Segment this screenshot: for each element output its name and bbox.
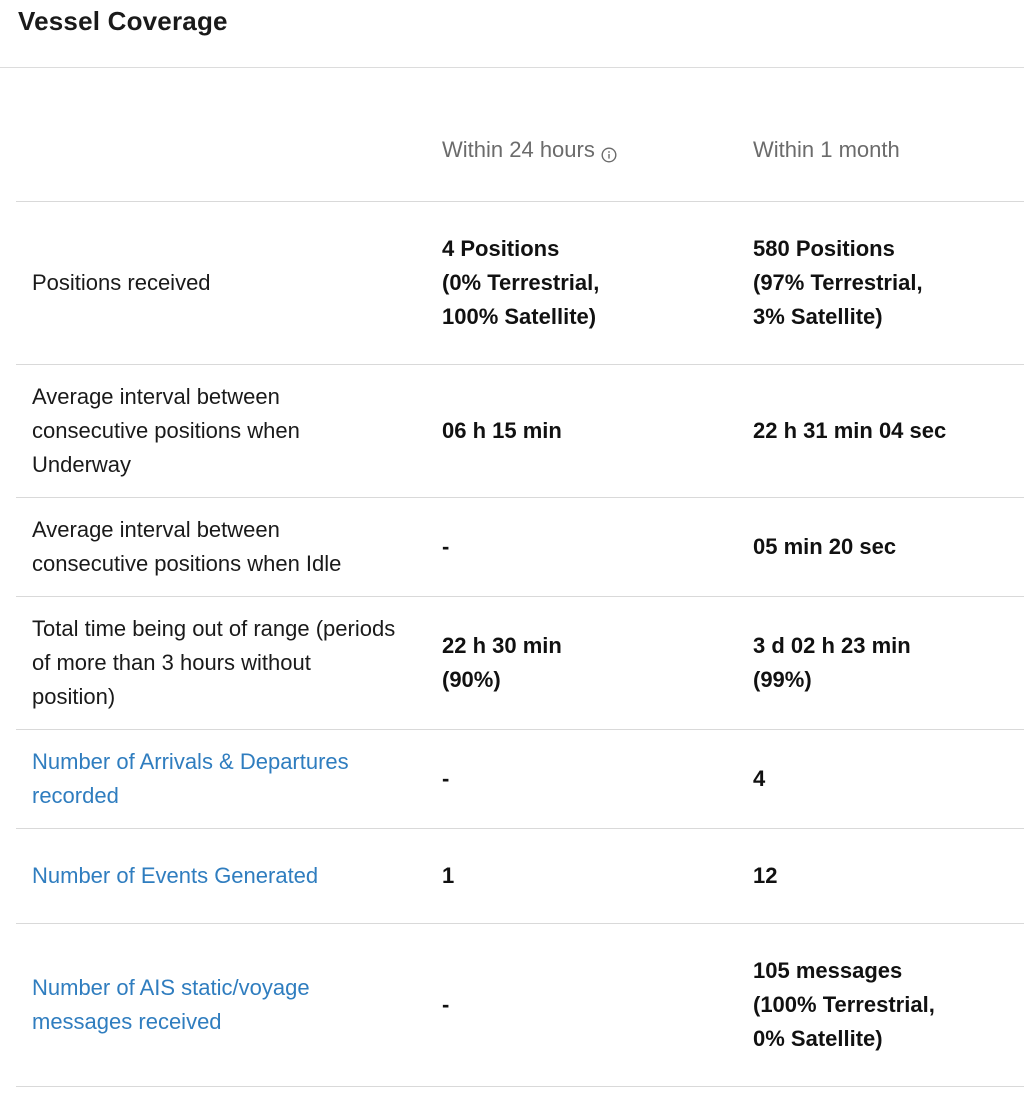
value-line: (97% Terrestrial, xyxy=(753,270,923,295)
value-1-month xyxy=(753,954,1024,1056)
value-24-hours xyxy=(442,629,753,697)
value-line: 580 Positions xyxy=(753,236,895,261)
value-line: (0% Terrestrial, xyxy=(442,270,600,295)
value-24-hours xyxy=(442,414,753,448)
value-line: 05 min 20 sec xyxy=(753,534,897,559)
value-24-hours xyxy=(442,762,753,796)
value-line: (100% Terrestrial, xyxy=(753,992,935,1017)
coverage-table xyxy=(16,68,1024,1087)
value-1-month xyxy=(753,762,1024,796)
value-line: 0% Satellite) xyxy=(753,1026,883,1051)
row-label: Positions received xyxy=(32,270,211,295)
value-1-month xyxy=(753,859,1024,893)
row-label-link[interactable]: Number of AIS static/voyage messages received xyxy=(32,975,310,1034)
row-label: Average interval between consecutive positions when Idle xyxy=(32,517,342,576)
info-circle-icon[interactable] xyxy=(601,143,617,159)
value-line: 100% Satellite) xyxy=(442,304,597,329)
column-header-24-hours xyxy=(442,107,753,163)
value-1-month xyxy=(753,530,1024,564)
value-line: - xyxy=(442,534,450,559)
table-row xyxy=(16,597,1024,730)
value-line: 22 h 31 min 04 sec xyxy=(753,418,947,443)
value-line: - xyxy=(442,992,450,1017)
value-line: 4 xyxy=(753,766,766,791)
table-body xyxy=(16,202,1024,1087)
value-line: 1 xyxy=(442,863,455,888)
column-header-1-month xyxy=(753,107,1024,163)
table-row xyxy=(16,829,1024,924)
table-row xyxy=(16,365,1024,498)
table-row xyxy=(16,202,1024,365)
value-line: - xyxy=(442,766,450,791)
value-1-month xyxy=(753,414,1024,448)
value-line: 22 h 30 min xyxy=(442,633,562,658)
table-row xyxy=(16,730,1024,829)
table-row xyxy=(16,498,1024,597)
value-line: (99%) xyxy=(753,667,812,692)
value-24-hours xyxy=(442,530,753,564)
value-line: 3 d 02 h 23 min xyxy=(753,633,911,658)
value-1-month xyxy=(753,629,1024,697)
table-row xyxy=(16,924,1024,1087)
row-label-link[interactable]: Number of Events Generated xyxy=(32,863,319,888)
value-24-hours xyxy=(442,859,753,893)
value-24-hours xyxy=(442,988,753,1022)
value-line: 3% Satellite) xyxy=(753,304,883,329)
panel-header xyxy=(0,0,1024,68)
value-line: 12 xyxy=(753,863,778,888)
row-label: Average interval between consecutive positions when Underway xyxy=(32,384,300,477)
value-line: 06 h 15 min xyxy=(442,418,562,443)
value-line: (90%) xyxy=(442,667,501,692)
value-line: 4 Positions xyxy=(442,236,560,261)
value-line: 105 messages xyxy=(753,958,903,983)
panel-title: Vessel Coverage xyxy=(18,6,228,36)
value-1-month xyxy=(753,232,1024,334)
table-header-row xyxy=(16,68,1024,202)
row-label-link[interactable]: Number of Arrivals & Departures recorded xyxy=(32,749,349,808)
row-label: Total time being out of range (periods of more than 3 hours without position) xyxy=(32,616,396,709)
column-header-24-hours-label: Within 24 hours xyxy=(442,136,595,162)
value-24-hours xyxy=(442,232,753,334)
column-header-1-month-label: Within 1 month xyxy=(753,136,900,162)
